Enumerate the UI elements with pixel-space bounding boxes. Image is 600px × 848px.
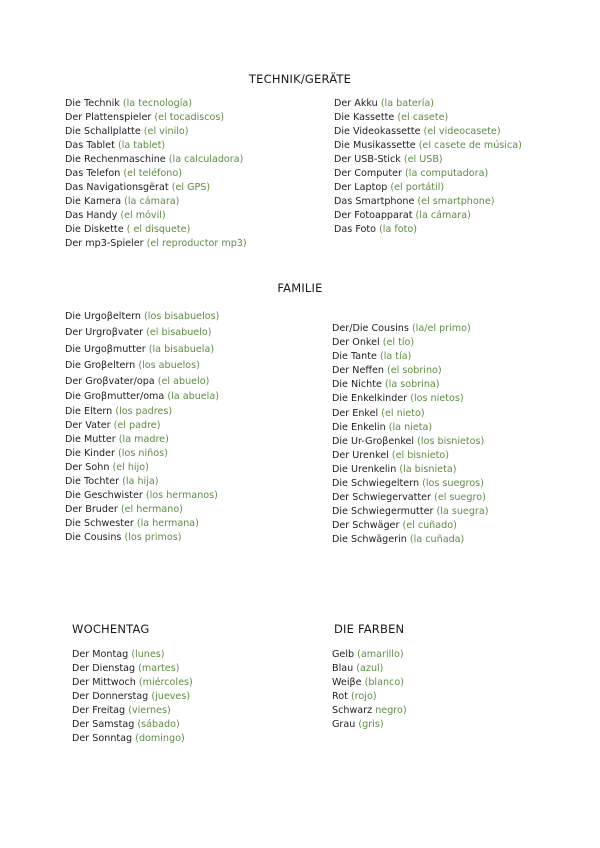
vocab-item: Der Computer (la computadora): [334, 168, 489, 179]
vocab-item: Der Sohn (el hijo): [65, 461, 149, 473]
vocab-item: Gelb (amarillo): [332, 649, 404, 660]
vocab-item: Der Onkel (el tío): [332, 337, 415, 349]
vocab-item: Der Sonntag (domingo): [72, 733, 185, 744]
vocab-item: Das Telefon (el teléfono): [65, 168, 182, 179]
vocab-item: Die Eltern (los padres): [65, 405, 173, 417]
vocab-item: Die Technik (la tecnología): [65, 98, 192, 109]
vocab-item: Der Laptop (el portátil): [334, 182, 445, 193]
vocab-item: Weiβe (blanco): [332, 677, 404, 688]
vocab-item: Der Montag (lunes): [72, 649, 165, 660]
vocab-item: Die Tochter (la hija): [65, 476, 159, 488]
vocab-item: Schwarz negro): [332, 705, 407, 716]
vocab-item: Die Rechenmaschine (la calculadora): [65, 154, 244, 165]
vocab-item: Rot (rojo): [332, 691, 377, 702]
vocab-item: Die Schwester (la hermana): [65, 518, 199, 530]
vocab-item: Die Enkelkinder (los nietos): [332, 393, 464, 405]
vocab-item: Die Musikassette (el casete de música): [334, 140, 522, 151]
vocab-item: Die Cousins (los primos): [65, 532, 182, 544]
vocab-item: Die Kassette (el casete): [334, 112, 449, 123]
technik-list-right: [334, 97, 522, 237]
vocab-item: Der Bruder (el hermano): [65, 504, 183, 516]
vocab-item: Die Ur-Groβenkel (los bisnietos): [332, 435, 485, 447]
vocab-item: Die Urgoβmutter (la bisabuela): [65, 343, 215, 355]
farben-heading: DIE FARBEN: [334, 622, 405, 636]
vocab-item: Der Urgroβvater (el bisabuelo): [65, 327, 212, 339]
familie-list-right: [332, 322, 488, 548]
vocab-item: Der mp3-Spieler (el reproductor mp3): [65, 238, 247, 249]
vocab-item: Die Videokassette (el videocasete): [334, 126, 501, 137]
farben-list: [332, 648, 407, 732]
vocab-item: Die Enkelin (la nieta): [332, 421, 433, 433]
vocab-item: Der Vater (el padre): [65, 419, 161, 431]
vocab-item: Der Freitag (viernes): [72, 705, 171, 716]
vocab-item: Die Schwägerin (la cuñada): [332, 534, 465, 546]
vocab-item: Das Navigationsgërat (el GPS): [65, 182, 211, 193]
vocab-item: Grau (gris): [332, 719, 384, 730]
vocab-item: Der Schwiegervatter (el suegro): [332, 492, 486, 504]
vocab-item: Der Schwäger (el cuñado): [332, 520, 457, 532]
vocab-item: Der/Die Cousins (la/el primo): [332, 323, 471, 334]
vocab-item: Die Kinder (los niños): [65, 447, 168, 459]
vocab-item: Die Schwiegeltern (los suegros): [332, 478, 484, 490]
wochentag-list: [72, 648, 193, 746]
vocab-item: Das Handy (el móvil): [65, 210, 166, 221]
technik-list-left: [65, 97, 247, 251]
vocab-item: Der Urenkel (el bisnieto): [332, 449, 450, 461]
vocab-item: Die Tante (la tía): [332, 351, 412, 363]
vocab-item: Die Urgoβeltern (los bisabuelos): [65, 311, 220, 322]
vocab-item: Der Neffen (el sobrino): [332, 365, 442, 377]
vocab-item: Der Donnerstag (jueves): [72, 691, 191, 702]
vocab-item: Die Geschwister (los hermanos): [65, 490, 218, 502]
technik-heading: TECHNIK/GERÄTE: [248, 72, 352, 86]
vocab-item: Das Smartphone (el smartphone): [334, 196, 495, 207]
vocab-item: Der Groβvater/opa (el abuelo): [65, 376, 210, 388]
familie-heading: FAMILIE: [277, 281, 323, 295]
wochentag-heading: WOCHENTAG: [72, 622, 150, 636]
familie-list-left: [65, 309, 219, 546]
vocab-item: Die Groβeltern (los abuelos): [65, 359, 200, 371]
vocab-item: Die Schwiegermutter (la suegra): [332, 506, 489, 518]
vocab-item: Die Schallplatte (el vinilo): [65, 126, 189, 137]
vocab-item: Das Tablet (la tablet): [65, 140, 166, 151]
vocab-item: Die Kamera (la cámara): [65, 196, 180, 207]
vocab-item: Der Mittwoch (miércoles): [72, 677, 193, 688]
vocab-item: Die Nichte (la sobrina): [332, 379, 440, 391]
vocab-item: Blau (azul): [332, 663, 384, 674]
vocab-item: Der USB-Stick (el USB): [334, 154, 443, 165]
vocab-item: Die Urenkelin (la bisnieta): [332, 463, 457, 475]
vocab-item: Die Groβmutter/oma (la abuela): [65, 391, 219, 403]
vocab-item: Die Mutter (la madre): [65, 433, 169, 445]
vocab-item: Der Akku (la batería): [334, 98, 435, 109]
vocab-item: Der Plattenspieler (el tocadiscos): [65, 112, 225, 123]
vocab-item: Der Dienstag (martes): [72, 663, 180, 674]
vocab-item: Der Fotoapparat (la cámara): [334, 210, 471, 221]
vocab-item: Der Enkel (el nieto): [332, 407, 425, 419]
vocab-item: Die Diskette ( el disquete): [65, 224, 191, 235]
vocab-item: Der Samstag (sábado): [72, 719, 180, 730]
vocab-item: Das Foto (la foto): [334, 224, 418, 235]
